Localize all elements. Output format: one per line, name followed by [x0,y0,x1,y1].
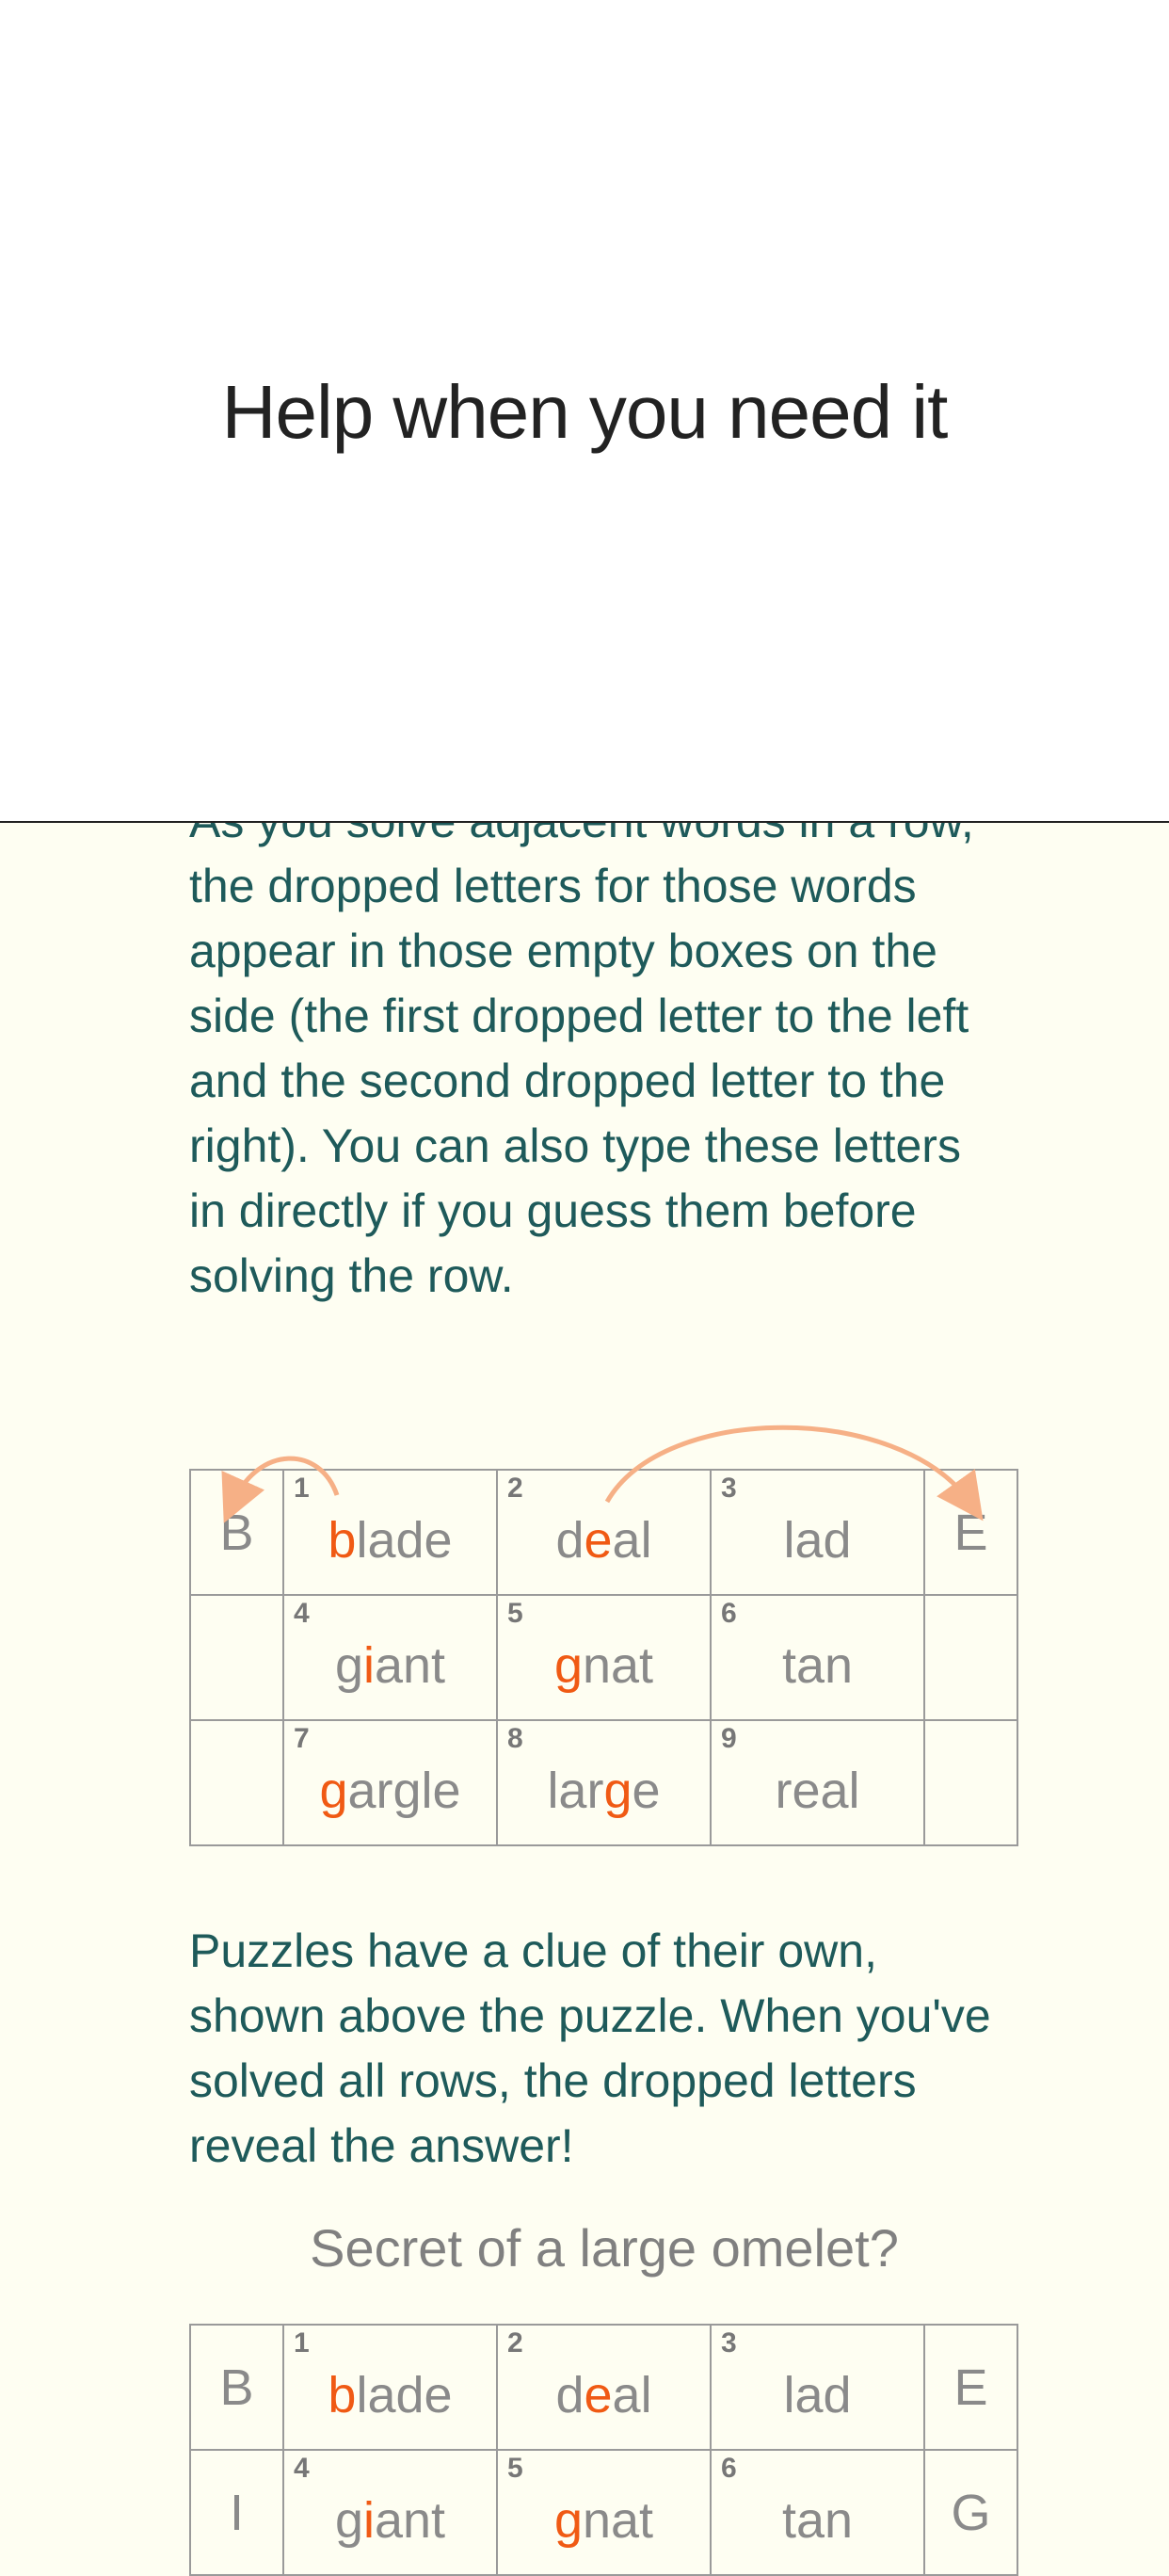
right-dropped-letter[interactable] [924,1595,1017,1720]
word-number: 4 [294,1598,310,1629]
word-number: 6 [721,1598,737,1629]
word-number: 5 [507,2453,523,2484]
word-part: lade [356,1511,453,1569]
word-part: tan [781,2491,854,2549]
right-dropped-letter[interactable] [924,1720,1017,1845]
word-part: al [612,2366,652,2423]
word-cell[interactable] [711,1720,924,1845]
word-part: nat [582,2491,654,2549]
word-text [555,1512,651,1569]
word-text [328,1512,452,1569]
word-cell[interactable] [497,1720,711,1845]
word-part: g [334,1636,363,1694]
dropped-letter: i [362,1636,375,1694]
word-part: d [555,2366,584,2423]
clue-paragraph: Puzzles have a clue of their own, shown above the puzzle. When you've solved all rows, the dropped letters reveal the answer! [189,1924,991,2172]
word-text [554,1637,653,1694]
word-part: ant [374,2491,446,2549]
word-text [335,1637,445,1694]
word-part: real [775,1762,860,1819]
word-cell[interactable] [711,2325,924,2450]
word-text [547,1763,660,1819]
word-number: 3 [721,1473,737,1504]
word-cell[interactable] [497,2325,711,2450]
word-number: 1 [294,2327,310,2359]
example-grid [189,1469,1018,1846]
left-dropped-letter[interactable]: I [190,2450,283,2575]
grid-row [190,1595,1017,1720]
left-dropped-letter[interactable]: B [190,1470,283,1595]
word-cell[interactable] [711,1470,924,1595]
page-title: Help when you need it [221,370,948,454]
grid-row [190,1470,1017,1595]
word-part: g [334,2491,363,2549]
grid-row [190,2325,1017,2450]
dropped-letter: g [603,1762,633,1819]
grid-row [190,1720,1017,1845]
right-dropped-letter[interactable]: E [924,2325,1017,2450]
dropped-letter: e [584,1511,613,1569]
word-cell[interactable] [283,2450,497,2575]
right-dropped-letter[interactable]: E [924,1470,1017,1595]
dropped-letter: b [328,2366,357,2423]
word-cell[interactable] [283,1595,497,1720]
word-number: 8 [507,1723,523,1754]
word-part: tan [781,1636,854,1694]
word-text [783,2367,851,2423]
word-part: lad [783,1511,852,1569]
word-cell[interactable] [497,2450,711,2575]
solved-grid [189,2324,1018,2576]
explanation-paragraph: the dropped letters for those words appear in those empty boxes on the side (the first dropped letter to the left and the second dropped letter to the right). You can also type these letters in directly if you guess them before solving the row. [189,860,969,1302]
left-dropped-letter[interactable] [190,1720,283,1845]
dropped-letter: b [328,1511,357,1569]
word-part: nat [582,1636,654,1694]
word-part: lade [356,2366,453,2423]
word-cell[interactable] [283,1470,497,1595]
word-part: d [555,1511,584,1569]
word-text [335,2492,445,2549]
word-number: 6 [721,2453,737,2484]
word-cell[interactable] [711,1595,924,1720]
word-cell[interactable] [497,1470,711,1595]
word-number: 4 [294,2453,310,2484]
word-cell[interactable] [497,1595,711,1720]
header [0,0,1169,823]
word-number: 9 [721,1723,737,1754]
dropped-letter: e [584,2366,613,2423]
word-part: argle [347,1762,461,1819]
word-number: 1 [294,1473,310,1504]
left-dropped-letter[interactable]: B [190,2325,283,2450]
word-part: lar [547,1762,604,1819]
word-part: ant [374,1636,446,1694]
word-cell[interactable] [283,1720,497,1845]
dropped-letter: g [553,2491,583,2549]
word-text [782,2492,853,2549]
word-part: lad [783,2366,852,2423]
word-text [775,1763,859,1819]
right-dropped-letter[interactable]: G [924,2450,1017,2575]
word-text [783,1512,851,1569]
word-cell[interactable] [283,2325,497,2450]
puzzle-clue: Secret of a large omelet? [310,2218,899,2278]
left-dropped-letter[interactable] [190,1595,283,1720]
word-part: e [632,1762,661,1819]
word-text [554,2492,653,2549]
dropped-letter: i [362,2491,375,2549]
grid-row [190,2450,1017,2575]
word-number: 3 [721,2327,737,2359]
dropped-letter: g [553,1636,583,1694]
word-text [782,1637,853,1694]
word-number: 2 [507,1473,523,1504]
word-number: 2 [507,2327,523,2359]
dropped-letter: g [319,1762,348,1819]
word-part: al [612,1511,652,1569]
word-number: 7 [294,1723,310,1754]
word-text [328,2367,452,2423]
word-cell[interactable] [711,2450,924,2575]
word-text [555,2367,651,2423]
word-number: 5 [507,1598,523,1629]
word-text [319,1763,460,1819]
